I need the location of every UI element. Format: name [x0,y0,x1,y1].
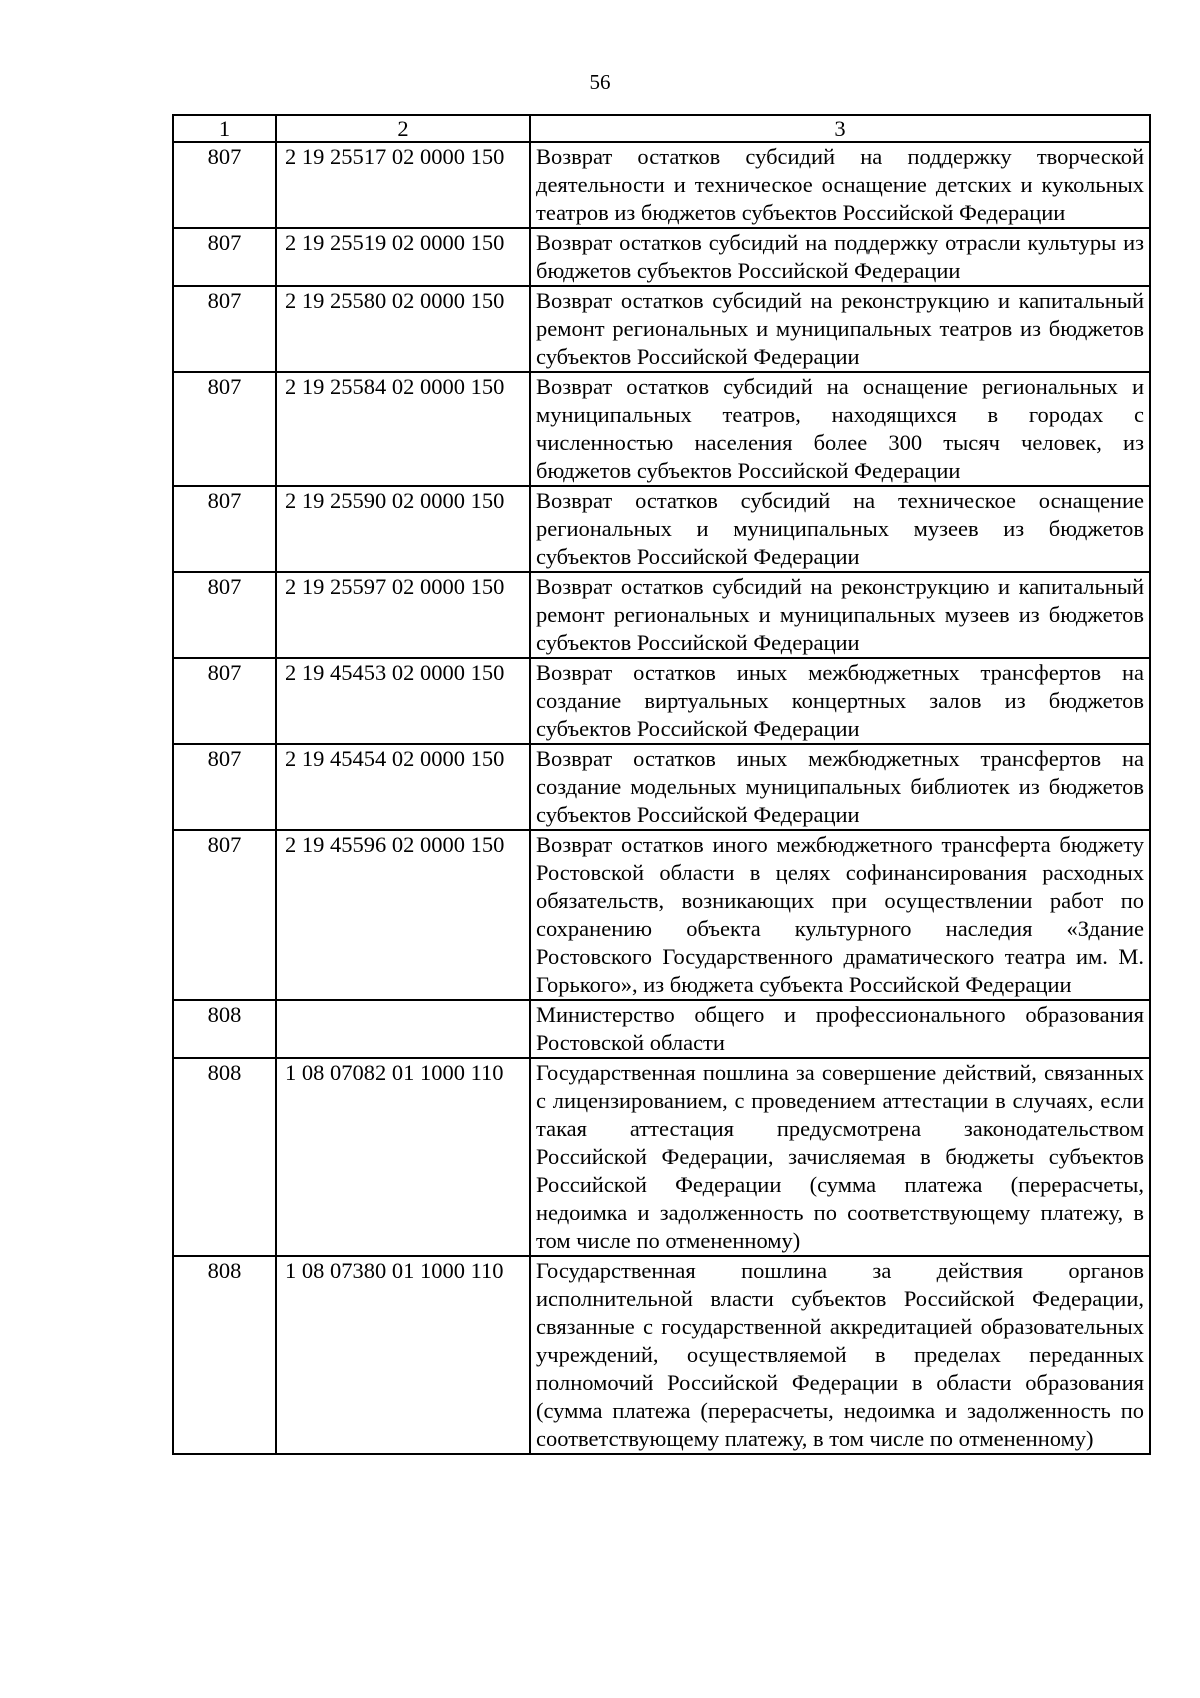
budget-code-cell: 1 08 07082 01 1000 110 [276,1058,530,1256]
admin-code-cell: 807 [173,658,276,744]
description-cell: Возврат остатков субсидий на поддержку отрасли культуры из бюджетов субъектов Российской Федерации [530,228,1150,286]
admin-code-cell: 807 [173,486,276,572]
description-cell: Возврат остатков субсидий на поддержку творческой деятельности и техническое оснащение детских и кукольных театров из бюджетов субъектов Российской Федерации [530,142,1150,228]
description-cell: Возврат остатков иных межбюджетных трансфертов на создание модельных муниципальных библиотек из бюджетов субъектов Российской Федерации [530,744,1150,830]
description-cell: Возврат остатков субсидий на реконструкцию и капитальный ремонт региональных и муниципальных театров из бюджетов субъектов Российской Федерации [530,286,1150,372]
table-row [173,658,1150,744]
budget-codes-table [172,114,1151,1455]
budget-code-cell: 2 19 25580 02 0000 150 [276,286,530,372]
budget-code-cell: 2 19 45453 02 0000 150 [276,658,530,744]
table-row [173,286,1150,372]
table-row [173,830,1150,1000]
admin-code-cell: 807 [173,830,276,1000]
table-row [173,372,1150,486]
description-cell: Возврат остатков субсидий на реконструкцию и капитальный ремонт региональных и муниципальных музеев из бюджетов субъектов Российской Федерации [530,572,1150,658]
column-header-1: 1 [173,115,276,142]
admin-code-cell: 807 [173,744,276,830]
admin-code-cell: 807 [173,228,276,286]
budget-code-cell: 2 19 45454 02 0000 150 [276,744,530,830]
description-cell: Государственная пошлина за действия органов исполнительной власти субъектов Российской Федерации, связанные с государственной аккредитацией образовательных учреждений, осуществляемой в пределах переданных полномочий Российской Федерации в области образования (сумма платежа (перерасчеты, недоимка и задолженность по соответствующему платежу, в том числе по отмененному) [530,1256,1150,1454]
admin-code-cell: 807 [173,572,276,658]
budget-code-cell: 2 19 25517 02 0000 150 [276,142,530,228]
column-header-2: 2 [276,115,530,142]
table-row [173,1058,1150,1256]
column-header-3: 3 [530,115,1150,142]
description-cell: Государственная пошлина за совершение действий, связанных с лицензированием, с проведением аттестации в случаях, если такая аттестация предусмотрена законодательством Российской Федерации, зачисляемая в бюджеты субъектов Российской Федерации (сумма платежа (перерасчеты, недоимка и задолженность по соответствующему платежу, в том числе по отмененному) [530,1058,1150,1256]
table-row [173,572,1150,658]
table-row [173,1000,1150,1058]
budget-code-cell: 2 19 25519 02 0000 150 [276,228,530,286]
table-row [173,142,1150,228]
description-cell: Возврат остатков иного межбюджетного трансферта бюджету Ростовской области в целях софинансирования расходных обязательств, возникающих при осуществлении работ по сохранению объекта культурного наследия «Здание Ростовского Государственного драматического театра им. М. Горького», из бюджета субъекта Российской Федерации [530,830,1150,1000]
budget-code-cell: 2 19 25597 02 0000 150 [276,572,530,658]
budget-code-cell: 2 19 25584 02 0000 150 [276,372,530,486]
table-header-row [173,115,1150,142]
description-cell: Министерство общего и профессионального образования Ростовской области [530,1000,1150,1058]
table-row [173,228,1150,286]
description-cell: Возврат остатков иных межбюджетных трансфертов на создание виртуальных концертных залов из бюджетов субъектов Российской Федерации [530,658,1150,744]
budget-code-cell: 2 19 25590 02 0000 150 [276,486,530,572]
table-row [173,486,1150,572]
budget-code-cell: 2 19 45596 02 0000 150 [276,830,530,1000]
admin-code-cell: 807 [173,286,276,372]
admin-code-cell: 807 [173,372,276,486]
page-number: 56 [589,70,611,94]
table-row [173,744,1150,830]
description-cell: Возврат остатков субсидий на оснащение региональных и муниципальных театров, находящихся в городах с численностью населения более 300 тысяч человек, из бюджетов субъектов Российской Федерации [530,372,1150,486]
admin-code-cell: 808 [173,1058,276,1256]
description-cell: Возврат остатков субсидий на техническое оснащение региональных и муниципальных музеев из бюджетов субъектов Российской Федерации [530,486,1150,572]
admin-code-cell: 808 [173,1256,276,1454]
budget-code-cell: 1 08 07380 01 1000 110 [276,1256,530,1454]
admin-code-cell: 807 [173,142,276,228]
budget-code-cell [276,1000,530,1058]
table-row [173,1256,1150,1454]
admin-code-cell: 808 [173,1000,276,1058]
